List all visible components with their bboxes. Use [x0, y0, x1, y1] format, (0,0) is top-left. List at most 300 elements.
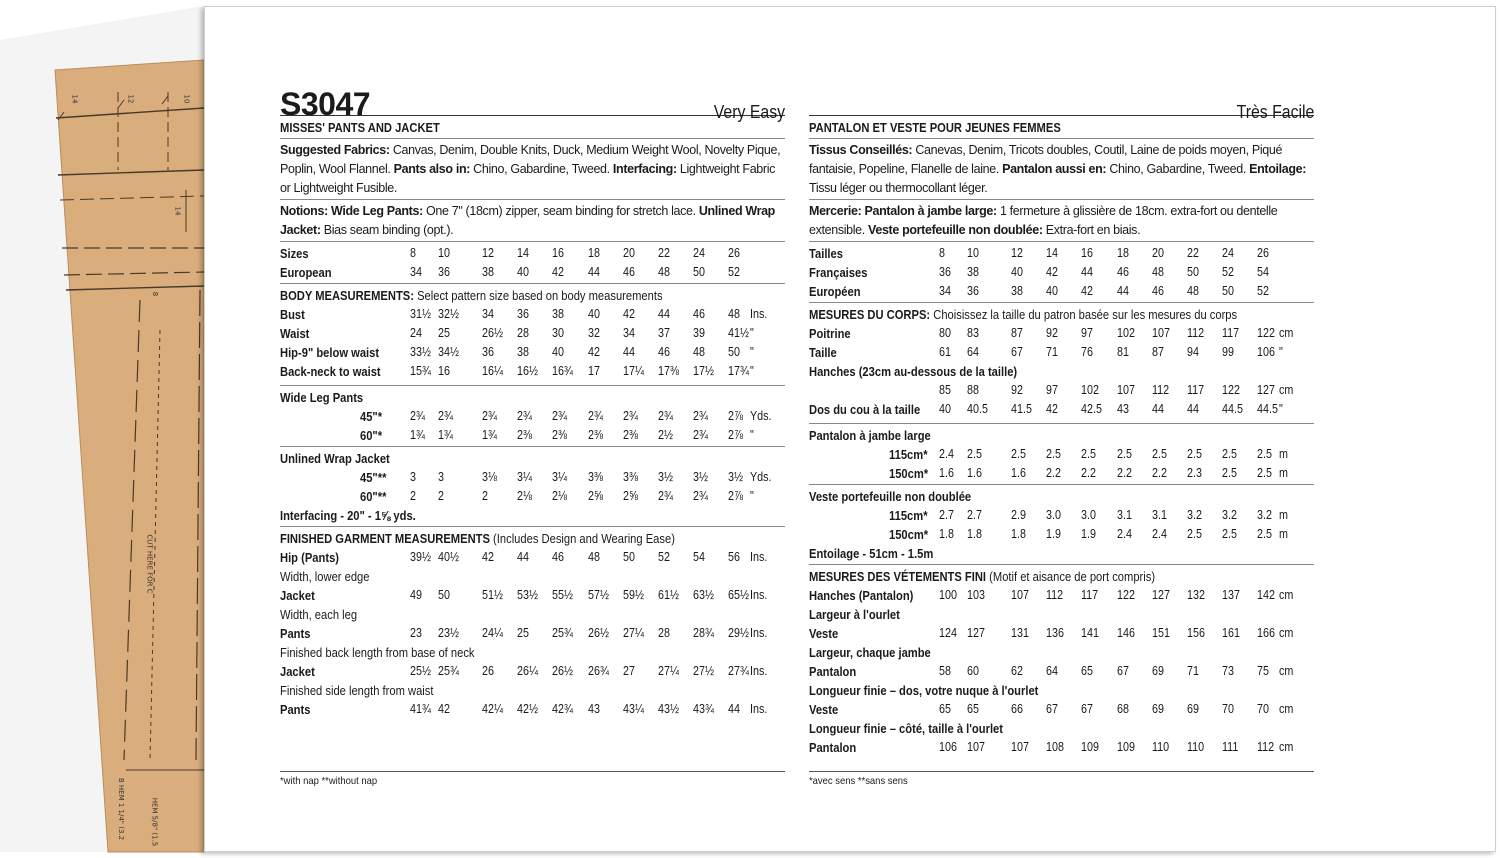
measurement-unit: cm	[1279, 326, 1294, 340]
measurement-value: 107	[1011, 740, 1029, 754]
measurement-value: 26½	[482, 326, 503, 340]
english-column	[280, 7, 785, 720]
notions-pants-text-fr: 1 fermeture à glissière de 18cm. extra-fort ou dentelle extensible.	[809, 204, 1278, 237]
measurement-value: 2.5	[1222, 447, 1237, 461]
french-sizes-row-label: Françaises	[809, 265, 868, 280]
sizes-row	[280, 244, 785, 263]
interfacing-label: Interfacing:	[612, 162, 677, 176]
measurement-value: 69	[1152, 664, 1164, 678]
measurement-row	[809, 738, 1314, 757]
measurement-label: Hanches (23cm au-dessous de la taille)	[809, 364, 1018, 379]
european-sizes-row-fr	[809, 282, 1314, 301]
measurement-value: 71	[1046, 345, 1058, 359]
measurement-value: 71	[1187, 664, 1199, 678]
interfacing-text: Lightweight Fabric or Lightweight Fusible.	[280, 162, 776, 195]
finished-rows	[280, 548, 785, 719]
measurement-value: 44.5	[1222, 402, 1243, 416]
measurement-value: 3.2	[1257, 508, 1272, 522]
measurement-value: 2.2	[1117, 466, 1132, 480]
measurement-value: 44	[1152, 402, 1164, 416]
measurement-value: 39	[693, 326, 705, 340]
sizes-row-value: 8	[410, 246, 416, 260]
measurement-unit: Ins.	[750, 550, 768, 564]
pants-also-label-fr: Pantalon aussi en:	[1002, 162, 1107, 176]
finished-heading-bold: FINISHED GARMENT MEASUREMENTS	[280, 531, 490, 546]
measurement-label: Largeur, chaque jambe	[809, 645, 931, 660]
measurement-value: 3	[410, 470, 416, 484]
measurement-value: 36	[517, 307, 529, 321]
measurement-row	[280, 624, 785, 643]
sizes-row-value: 20	[623, 246, 635, 260]
fabrics-label-fr: Tissus Conseillés:	[809, 143, 913, 157]
french-sizes-row-value: 50	[1187, 265, 1199, 279]
measurement-value: 2.4	[1117, 527, 1132, 541]
sizes-row-value: 14	[517, 246, 529, 260]
measurement-value: 65	[967, 702, 979, 716]
measurement-row	[809, 324, 1314, 343]
measurement-value: 2⅛	[552, 489, 567, 503]
finished-heading	[280, 529, 714, 548]
sizes-row-fr-value: 20	[1152, 246, 1164, 260]
measurement-value: 166	[1257, 626, 1275, 640]
body-rows-fr	[809, 324, 1314, 419]
pants-yardage-rows	[280, 407, 785, 445]
measurement-row	[280, 605, 785, 624]
european-sizes-row-value: 50	[693, 265, 705, 279]
measurement-value: 27½	[693, 664, 714, 678]
measurement-value: 2.5	[1046, 447, 1061, 461]
measurement-value: 42½	[517, 702, 538, 716]
garment-title-fr-text: PANTALON ET VESTE POUR JEUNES FEMMES	[809, 120, 1061, 135]
measurement-value: 2⅝	[623, 489, 638, 503]
european-sizes-row-fr-value: 36	[967, 284, 979, 298]
measurement-label: Veste	[809, 702, 839, 717]
measurement-value: 83	[967, 326, 979, 340]
measurement-value: 31½	[410, 307, 431, 321]
sizes-row-fr-value: 22	[1187, 246, 1199, 260]
measurement-label: 45"*	[360, 409, 383, 424]
measurement-value: 59½	[623, 588, 644, 602]
measurement-value: 66	[1011, 702, 1023, 716]
measurement-value: 57½	[588, 588, 609, 602]
tissue-number-14b: 14	[173, 206, 182, 216]
pants-yardage-block-fr	[809, 423, 1314, 484]
jacket-yardage-block	[280, 446, 785, 526]
measurement-row	[280, 468, 785, 487]
measurement-value: 48	[728, 307, 740, 321]
sizes-row-fr-value: 26	[1257, 246, 1269, 260]
european-sizes-row-fr-value: 38	[1011, 284, 1023, 298]
measurement-value: 42	[438, 702, 450, 716]
sizes-block-fr	[809, 241, 1314, 302]
measurement-value: 2¾	[438, 409, 453, 423]
measurement-value: 32½	[438, 307, 459, 321]
measurement-value: 151	[1152, 626, 1170, 640]
measurement-value: 3⅜	[623, 470, 638, 484]
measurement-value: 3¼	[517, 470, 532, 484]
measurement-value: 70	[1222, 702, 1234, 716]
measurement-label: Poitrine	[809, 326, 851, 341]
measurement-value: 97	[1046, 383, 1058, 397]
french-sizes-row	[809, 263, 1314, 282]
measurement-value: 2¾	[588, 409, 603, 423]
measurement-value: 29½	[728, 626, 749, 640]
measurement-value: 67	[1081, 702, 1093, 716]
notions-pants-label: Notions: Wide Leg Pants:	[280, 204, 423, 218]
french-column	[809, 7, 1314, 758]
measurement-value: 34	[623, 326, 635, 340]
measurement-value: 44.5	[1257, 402, 1278, 416]
french-footnote-rule	[809, 771, 1314, 772]
measurement-value: 2.2	[1081, 466, 1096, 480]
notions-jacket-text-fr: Extra-fort en biais.	[1042, 223, 1141, 237]
measurement-value: 99	[1222, 345, 1234, 359]
measurement-value: 67	[1046, 702, 1058, 716]
measurement-value: 136	[1046, 626, 1064, 640]
measurement-value: 43	[588, 702, 600, 716]
measurement-value: 23½	[438, 626, 459, 640]
measurement-value: 73	[1222, 664, 1234, 678]
notions-jacket-label: Unlined Wrap Jacket:	[280, 204, 775, 237]
measurement-unit: Ins.	[750, 588, 768, 602]
measurement-value: 28	[517, 326, 529, 340]
measurement-value: 44	[1187, 402, 1199, 416]
measurement-label: Finished back length from base of neck	[280, 645, 475, 660]
measurement-value: 65	[939, 702, 951, 716]
measurement-label: 115cm*	[889, 508, 928, 523]
measurement-value: 30	[552, 326, 564, 340]
pattern-code: S3047	[280, 86, 371, 122]
measurement-value: 2.9	[1011, 508, 1026, 522]
measurement-value: 2.4	[939, 447, 954, 461]
notions-jacket-text: Bias seam binding (opt.).	[320, 223, 454, 237]
jacket-yardage-heading: Unlined Wrap Jacket	[280, 451, 390, 466]
fabrics-text-fr	[809, 141, 1314, 198]
measurement-value: 2⅜	[552, 428, 567, 442]
measurement-value: 46	[658, 345, 670, 359]
sizes-row-fr-value: 18	[1117, 246, 1129, 260]
measurement-row	[280, 700, 785, 719]
tissue-b-hem-label: B HEM 1 1/4" (3.2	[117, 777, 126, 841]
measurement-value: 2¾	[552, 409, 567, 423]
measurement-value: 49	[410, 588, 422, 602]
interfacing-yardage: Interfacing - 20" - 1⅝ yds.	[280, 508, 416, 523]
french-sizes-row-value: 38	[967, 265, 979, 279]
measurement-value: 1.6	[1011, 466, 1026, 480]
measurement-value: 52	[658, 550, 670, 564]
measurement-row	[809, 445, 1314, 464]
measurement-value: 1.6	[967, 466, 982, 480]
french-sizes-row-value: 42	[1046, 265, 1058, 279]
body-measurements-block-fr	[809, 302, 1314, 420]
measurement-value: 137	[1222, 588, 1240, 602]
sizes-row-value: 24	[693, 246, 705, 260]
measurement-unit: cm	[1279, 588, 1294, 602]
sizes-row-value: 18	[588, 246, 600, 260]
measurement-value: 38	[517, 345, 529, 359]
measurement-label: 115cm*	[889, 447, 928, 462]
measurement-value: 97	[1081, 326, 1093, 340]
measurement-label: Pantalon	[809, 740, 857, 755]
measurement-value: 42¾	[552, 702, 573, 716]
measurement-value: 28¾	[693, 626, 714, 640]
body-measurements-heading-fr	[809, 305, 1243, 324]
measurement-value: 2¾	[693, 489, 708, 503]
body-rows	[280, 305, 785, 381]
measurement-value: 50	[438, 588, 450, 602]
tissue-number-14: 14	[70, 94, 79, 104]
measurement-value: 2¾	[693, 409, 708, 423]
european-sizes-row-fr-value: 44	[1117, 284, 1129, 298]
measurement-value: 2.5	[1257, 466, 1272, 480]
measurement-value: 2⅜	[588, 428, 603, 442]
notions-text-fr	[809, 202, 1314, 240]
measurement-value: 62	[1011, 664, 1023, 678]
european-sizes-row-label: European	[280, 265, 332, 280]
measurement-value: 110	[1152, 740, 1170, 754]
measurement-value: 32	[588, 326, 600, 340]
measurement-value: 2.2	[1046, 466, 1061, 480]
measurement-value: 25¾	[552, 626, 573, 640]
body-heading-bold-fr: MESURES DU CORPS:	[809, 307, 931, 322]
measurement-value: 27¾	[728, 664, 749, 678]
measurement-label: Taille	[809, 345, 837, 360]
measurement-row	[809, 605, 1314, 624]
measurement-value: 94	[1187, 345, 1199, 359]
measurement-value: 2⅞	[728, 489, 743, 503]
measurement-value: 109	[1081, 740, 1099, 754]
measurement-row	[809, 362, 1314, 381]
measurement-unit: "	[750, 489, 754, 503]
measurement-value: 2.5	[1257, 447, 1272, 461]
measurement-value: 53½	[517, 588, 538, 602]
pants-yardage-heading: Wide Leg Pants	[280, 390, 364, 405]
measurement-row	[809, 525, 1314, 544]
measurement-value: 64	[1046, 664, 1058, 678]
measurement-value: 40½	[438, 550, 459, 564]
measurement-value: 2⅞	[728, 409, 743, 423]
measurement-value: 1.8	[939, 527, 954, 541]
measurement-value: 76	[1081, 345, 1093, 359]
measurement-label: 60"**	[360, 489, 387, 504]
measurement-label: Pantalon	[809, 664, 857, 679]
measurement-value: 17¾	[728, 364, 749, 378]
pants-yardage-block	[280, 385, 785, 446]
sizes-row-fr	[809, 244, 1314, 263]
measurement-value: 40.5	[967, 402, 988, 416]
interfacing-label-fr: Entoilage:	[1249, 162, 1307, 176]
measurement-value: 107	[1011, 588, 1029, 602]
measurement-value: 16½	[517, 364, 538, 378]
measurement-value: 3.0	[1046, 508, 1061, 522]
measurement-value: 122	[1117, 588, 1135, 602]
measurement-label: Dos du cou à la taille	[809, 402, 921, 417]
measurement-value: 161	[1222, 626, 1240, 640]
measurement-value: 26½	[588, 626, 609, 640]
garment-title	[280, 115, 785, 138]
difficulty-label: Very Easy	[713, 102, 785, 122]
measurement-unit: "	[750, 428, 754, 442]
measurement-value: 42	[1046, 402, 1058, 416]
measurement-value: 25	[438, 326, 450, 340]
jacket-yardage-rows	[280, 468, 785, 506]
measurement-label: Hip (Pants)	[280, 550, 340, 565]
measurement-value: 108	[1046, 740, 1064, 754]
measurement-value: 110	[1187, 740, 1205, 754]
sizes-row-fr-label: Tailles	[809, 246, 843, 261]
fabrics-label: Suggested Fabrics:	[280, 143, 390, 157]
pants-yardage-heading-fr: Pantalon à jambe large	[809, 428, 931, 443]
measurement-value: 70	[1257, 702, 1269, 716]
measurement-unit: m	[1279, 508, 1288, 522]
measurement-value: 141	[1081, 626, 1099, 640]
measurement-value: 112	[1046, 588, 1064, 602]
jacket-yardage-rows-fr	[809, 506, 1314, 544]
measurement-value: 87	[1152, 345, 1164, 359]
sizes-row-fr-value: 8	[939, 246, 945, 260]
measurement-unit: cm	[1279, 664, 1294, 678]
measurement-value: 117	[1222, 326, 1240, 340]
sizes-row-fr-value: 16	[1081, 246, 1093, 260]
measurement-value: 42.5	[1081, 402, 1102, 416]
measurement-row	[280, 586, 785, 605]
french-sizes-row-value: 54	[1257, 265, 1269, 279]
measurement-unit: "	[1279, 402, 1283, 416]
measurement-value: 106	[939, 740, 957, 754]
measurement-value: 43¾	[693, 702, 714, 716]
body-measurements-heading	[280, 286, 714, 305]
tissue-number-10: 10	[182, 94, 191, 104]
measurement-value: 3⅜	[588, 470, 603, 484]
measurement-value: 42	[482, 550, 494, 564]
measurement-value: 27¼	[623, 626, 644, 640]
english-footnote-rule	[280, 771, 785, 772]
measurement-value: 1¾	[482, 428, 497, 442]
measurement-value: 3¼	[552, 470, 567, 484]
notions-pants-text: One 7" (18cm) zipper, seam binding for stretch lace.	[422, 204, 699, 218]
measurement-value: 112	[1187, 326, 1205, 340]
measurement-value: 2⅝	[588, 489, 603, 503]
measurement-label: Bust	[280, 307, 305, 322]
measurement-value: 3⅛	[482, 470, 497, 484]
measurement-value: 41.5	[1011, 402, 1032, 416]
measurement-value: 24¼	[482, 626, 503, 640]
sizes-row-value: 26	[728, 246, 740, 260]
measurement-row	[809, 624, 1314, 643]
measurement-value: 64	[967, 345, 979, 359]
notions-pants-label-fr: Mercerie: Pantalon à jambe large:	[809, 204, 997, 218]
measurement-value: 85	[939, 383, 951, 397]
measurement-unit: "	[1279, 345, 1283, 359]
measurement-value: 16¾	[552, 364, 573, 378]
measurement-value: 100	[939, 588, 957, 602]
measurement-label: Veste	[809, 626, 839, 641]
measurement-value: 39½	[410, 550, 431, 564]
difficulty-label-fr: Très Facile	[1236, 102, 1314, 122]
measurement-value: 2⅞	[728, 428, 743, 442]
body-heading-rest-fr: Choisissez la taille du patron basée sur les mesures du corps	[930, 307, 1238, 322]
measurement-value: 117	[1187, 383, 1205, 397]
measurement-value: 102	[1081, 383, 1099, 397]
measurement-value: 1.9	[1046, 527, 1061, 541]
measurement-unit: Ins.	[750, 664, 768, 678]
notions-block	[280, 199, 785, 241]
measurement-label: Longueur finie – côté, taille à l'ourlet	[809, 721, 1003, 736]
measurement-value: 102	[1117, 326, 1135, 340]
measurement-row	[809, 643, 1314, 662]
measurement-value: 2.7	[939, 508, 954, 522]
measurement-value: 26¾	[588, 664, 609, 678]
french-sizes-row-value: 46	[1117, 265, 1129, 279]
measurement-value: 27¼	[658, 664, 679, 678]
finished-heading-rest: (Includes Design and Wearing Ease)	[489, 531, 675, 546]
european-sizes-row	[280, 263, 785, 282]
measurement-value: 1.8	[1011, 527, 1026, 541]
measurement-value: 75	[1257, 664, 1269, 678]
measurement-row	[809, 586, 1314, 605]
measurement-value: 2.5	[1011, 447, 1026, 461]
measurement-value: 3½	[728, 470, 743, 484]
european-sizes-row-fr-value: 42	[1081, 284, 1093, 298]
measurement-value: 2.5	[1222, 466, 1237, 480]
finished-rows-fr	[809, 586, 1314, 757]
fabrics-block	[280, 138, 785, 199]
fabrics-list: Canvas, Denim, Double Knits, Duck, Medium Weight Wool, Novelty Pique, Poplin, Wool Flannel.	[280, 143, 781, 176]
european-sizes-row-value: 46	[623, 265, 635, 279]
measurement-value: 2.5	[1152, 447, 1167, 461]
sizes-row-value: 16	[552, 246, 564, 260]
measurement-unit: m	[1279, 447, 1288, 461]
measurement-value: 17	[588, 364, 600, 378]
measurement-value: 122	[1257, 326, 1275, 340]
measurement-value: 112	[1257, 740, 1275, 754]
finished-heading-fr	[809, 567, 1243, 586]
measurement-value: 48	[588, 550, 600, 564]
measurement-value: 107	[967, 740, 985, 754]
measurement-value: 34½	[438, 345, 459, 359]
measurement-value: 17¼	[623, 364, 644, 378]
measurement-value: 34	[482, 307, 494, 321]
measurement-label: Waist	[280, 326, 310, 341]
measurement-value: 26	[482, 664, 494, 678]
measurement-value: 3.0	[1081, 508, 1096, 522]
measurement-value: 61½	[658, 588, 679, 602]
measurement-row	[280, 362, 785, 381]
european-sizes-row-value: 52	[728, 265, 740, 279]
measurement-value: 81	[1117, 345, 1129, 359]
measurement-value: 142	[1257, 588, 1275, 602]
measurement-value: 42¼	[482, 702, 503, 716]
measurement-value: 127	[967, 626, 985, 640]
measurement-label: 45"**	[360, 470, 387, 485]
measurement-value: 2.5	[1222, 527, 1237, 541]
european-sizes-row-value: 34	[410, 265, 422, 279]
measurement-label: Pants	[280, 626, 311, 641]
measurement-row	[809, 400, 1314, 419]
garment-title-text: MISSES' PANTS AND JACKET	[280, 120, 440, 135]
french-sizes-row-value: 52	[1222, 265, 1234, 279]
measurement-value: 17½	[693, 364, 714, 378]
measurement-value: 25	[517, 626, 529, 640]
measurement-value: 25¾	[438, 664, 459, 678]
measurement-unit: cm	[1279, 383, 1294, 397]
measurement-value: 43½	[658, 702, 679, 716]
measurement-value: 2¾	[482, 409, 497, 423]
measurement-value: 28	[658, 626, 670, 640]
interfacing-text-fr: Tissu léger ou thermocollant léger.	[809, 181, 988, 195]
measurement-value: 1.8	[967, 527, 982, 541]
measurement-value: 2¾	[410, 409, 425, 423]
